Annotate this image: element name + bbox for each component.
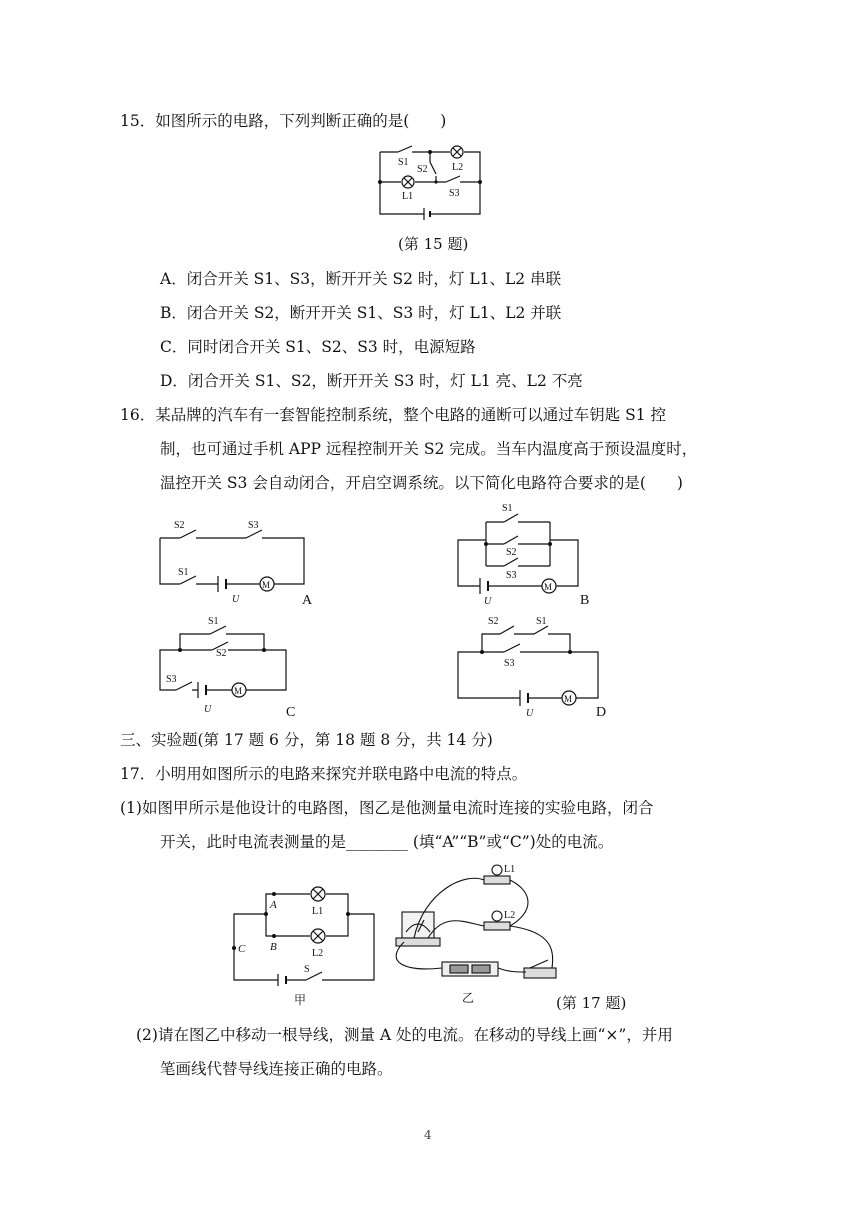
q16b-label-s3: S3 [506, 570, 517, 581]
q16a-label-s3: S3 [248, 520, 259, 531]
q17-jia-label-b: B [270, 941, 277, 953]
q15-stem: 15．如图所示的电路，下列判断正确的是( ) [120, 112, 447, 130]
q15-label-s1: S1 [398, 157, 409, 168]
q16d-label-u: U [526, 708, 534, 719]
q16-line-1: 16．某品牌的汽车有一套智能控制系统，整个电路的通断可以通过车钥匙 S1 控 [120, 406, 667, 424]
q16-option-b-label: B [580, 593, 590, 608]
q17-yi-label: 乙 [462, 991, 475, 1005]
q16c-label-s3: S3 [166, 674, 177, 685]
q16a-label-s2: S2 [174, 520, 185, 531]
q16-circuit-b [450, 500, 630, 612]
q16b-label-s2: S2 [506, 547, 517, 558]
q16d-label-s2: S2 [488, 616, 499, 627]
q17-figure-yi [384, 862, 564, 1010]
q15-option-c: C．同时闭合开关 S1、S2、S3 时，电源短路 [160, 338, 476, 356]
page-number: 4 [424, 1128, 432, 1142]
q16b-label-u: U [484, 596, 492, 607]
q16a-label-u: U [232, 594, 240, 605]
q15-label-l1: L1 [402, 191, 414, 202]
q15-option-d: D．闭合开关 S1、S2，断开开关 S3 时，灯 L1 亮、L2 不亮 [160, 372, 583, 390]
q15-label-s3: S3 [449, 188, 460, 199]
q17-jia-label-l1: L1 [312, 906, 324, 917]
q16-option-c-label: C [286, 705, 296, 720]
q16d-motor: M [564, 694, 573, 704]
q16d-label-s3: S3 [504, 658, 515, 669]
q17-jia-label-l2: L2 [312, 948, 324, 959]
q16c-motor: M [234, 686, 243, 696]
q15-caption: (第 15 题) [398, 235, 469, 253]
q16-circuit-c [150, 612, 330, 720]
q16a-motor: M [262, 580, 271, 590]
q16b-motor: M [544, 582, 553, 592]
q17-part1-line2: 开关，此时电流表测量的是________ (填“A”“B”或“C”)处的电流。 [160, 833, 614, 851]
q16-line-2: 制，也可通过手机 APP 远程控制开关 S2 完成。当车内温度高于预设温度时， [160, 440, 698, 458]
q16c-label-u: U [204, 704, 212, 715]
q16c-label-s2: S2 [216, 648, 227, 659]
section-3-title: 三、实验题(第 17 题 6 分，第 18 题 8 分，共 14 分) [120, 731, 493, 749]
q17-stem: 17．小明用如图所示的电路来探究并联电路中电流的特点。 [120, 765, 528, 783]
q15-label-s2: S2 [417, 164, 428, 175]
q16-circuit-d [450, 612, 630, 720]
q17-yi-label-l1: L1 [504, 864, 516, 875]
q17-jia-label-c: C [238, 943, 246, 955]
q16-circuit-a [150, 512, 330, 612]
q17-jia-label: 甲 [294, 993, 307, 1007]
q17-jia-label-s: S [304, 964, 310, 975]
q17-part2-line1: (2)请在图乙中移动一根导线，测量 A 处的电流。在移动的导线上画“×”，并用 [136, 1026, 673, 1044]
q15-circuit-figure [370, 142, 490, 222]
q15-option-a: A．闭合开关 S1、S3，断开开关 S2 时，灯 L1、L2 串联 [160, 270, 562, 288]
q17-yi-label-l2: L2 [504, 910, 516, 921]
q17-part1-line1: (1)如图甲所示是他设计的电路图，图乙是他测量电流时连接的实验电路，闭合 [120, 799, 654, 817]
q17-part2-line2: 笔画线代替导线连接正确的电路。 [160, 1060, 393, 1078]
q15-option-b: B．闭合开关 S2，断开开关 S1、S3 时，灯 L1、L2 并联 [160, 304, 562, 322]
q16b-label-s1: S1 [502, 503, 513, 514]
q17-figure-jia [226, 878, 376, 1010]
q17-caption: (第 17 题) [556, 994, 627, 1012]
q16d-label-s1: S1 [536, 616, 547, 627]
q17-jia-label-a: A [270, 899, 277, 911]
q16a-label-s1: S1 [178, 567, 189, 578]
q16-option-d-label: D [596, 705, 607, 720]
q15-label-l2: L2 [452, 162, 464, 173]
q16c-label-s1: S1 [208, 616, 219, 627]
q16-option-a-label: A [302, 593, 313, 608]
q16-line-3: 温控开关 S3 会自动闭合，开启空调系统。以下简化电路符合要求的是( ) [160, 474, 683, 492]
